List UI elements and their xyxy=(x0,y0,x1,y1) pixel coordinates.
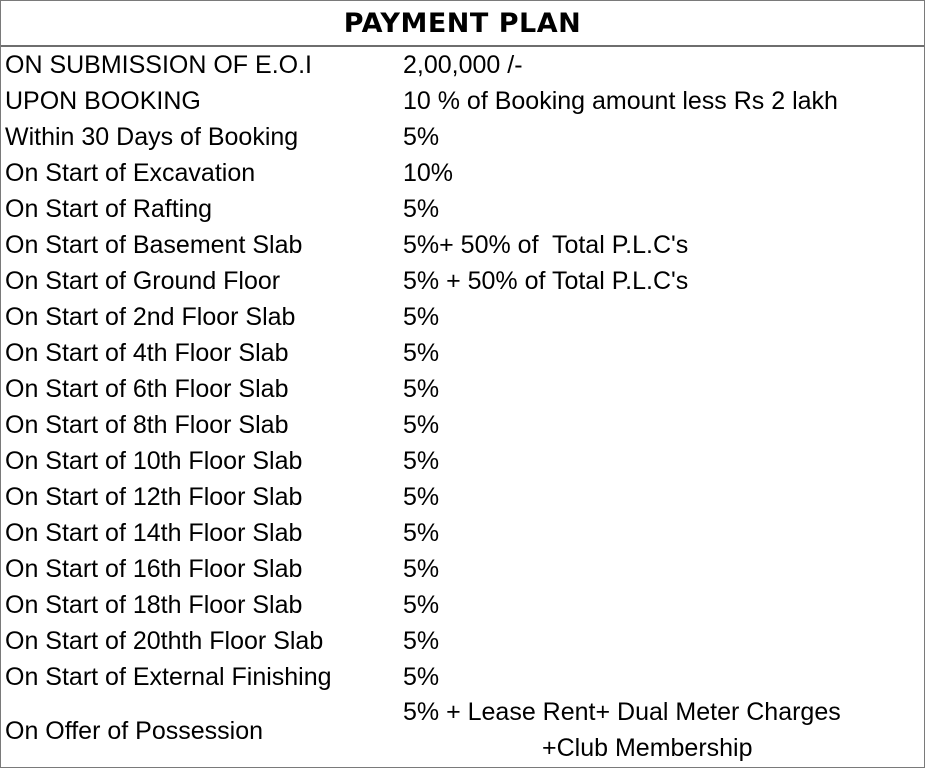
table-row xyxy=(1,659,924,695)
table-row xyxy=(1,407,924,443)
table-row xyxy=(1,47,924,83)
stage-label: ON SUBMISSION OF E.O.I xyxy=(5,50,312,79)
stage-label: UPON BOOKING xyxy=(5,86,201,115)
stage-label: On Offer of Possession xyxy=(5,716,263,745)
stage-label: On Start of 10th Floor Slab xyxy=(5,446,303,475)
stage-label: On Start of 6th Floor Slab xyxy=(5,374,289,403)
amount-line-2: +Club Membership xyxy=(542,734,753,762)
stage-label: On Start of 12th Floor Slab xyxy=(5,482,303,511)
stage-label: On Start of 20thth Floor Slab xyxy=(5,626,324,655)
amount-value: 5% xyxy=(403,626,440,655)
table-row xyxy=(1,191,924,227)
stage-label: On Start of Basement Slab xyxy=(5,230,303,259)
table-row xyxy=(1,515,924,551)
table-row xyxy=(1,83,924,119)
amount-value: 5% + 50% of Total P.L.C's xyxy=(403,266,689,295)
amount-value: 10% xyxy=(403,158,454,187)
stage-label: On Start of Ground Floor xyxy=(5,266,281,295)
amount-value: 5% xyxy=(403,338,440,367)
stage-label: Within 30 Days of Booking xyxy=(5,122,299,151)
table-row xyxy=(1,299,924,335)
stage-label: On Start of 16th Floor Slab xyxy=(5,554,303,583)
amount-value: 10 % of Booking amount less Rs 2 lakh xyxy=(403,86,838,115)
amount-value: 5% xyxy=(403,410,440,439)
table-row xyxy=(1,155,924,191)
table-row xyxy=(1,335,924,371)
stage-label: On Start of 2nd Floor Slab xyxy=(5,302,296,331)
stage-label: On Start of 18th Floor Slab xyxy=(5,590,303,619)
stage-label: On Start of 4th Floor Slab xyxy=(5,338,289,367)
amount-value xyxy=(399,694,924,766)
payment-rows xyxy=(1,47,924,767)
amount-value: 5% xyxy=(403,302,440,331)
stage-label: On Start of External Finishing xyxy=(5,662,332,691)
table-row xyxy=(1,479,924,515)
stage-label: On Start of 14th Floor Slab xyxy=(5,518,303,547)
table-row xyxy=(1,371,924,407)
table-row xyxy=(1,551,924,587)
amount-line-1: 5% + Lease Rent+ Dual Meter Charges xyxy=(403,698,841,726)
table-row-possession xyxy=(1,695,924,767)
amount-value: 5% xyxy=(403,518,440,547)
table-row xyxy=(1,263,924,299)
table-row xyxy=(1,227,924,263)
amount-value: 2,00,000 /- xyxy=(403,50,523,79)
amount-value: 5% xyxy=(403,554,440,583)
amount-value: 5% xyxy=(403,446,440,475)
amount-value: 5% xyxy=(403,122,440,151)
amount-value: 5% xyxy=(403,194,440,223)
page-title: PAYMENT PLAN xyxy=(1,1,924,47)
amount-value: 5% xyxy=(403,374,440,403)
stage-label: On Start of Excavation xyxy=(5,158,256,187)
stage-label: On Start of Rafting xyxy=(5,194,213,223)
amount-value: 5% xyxy=(403,662,440,691)
amount-value: 5%+ 50% of Total P.L.C's xyxy=(403,230,689,259)
table-row xyxy=(1,587,924,623)
stage-label: On Start of 8th Floor Slab xyxy=(5,410,289,439)
table-row xyxy=(1,119,924,155)
amount-value: 5% xyxy=(403,482,440,511)
table-row xyxy=(1,623,924,659)
amount-value: 5% xyxy=(403,590,440,619)
table-row xyxy=(1,443,924,479)
